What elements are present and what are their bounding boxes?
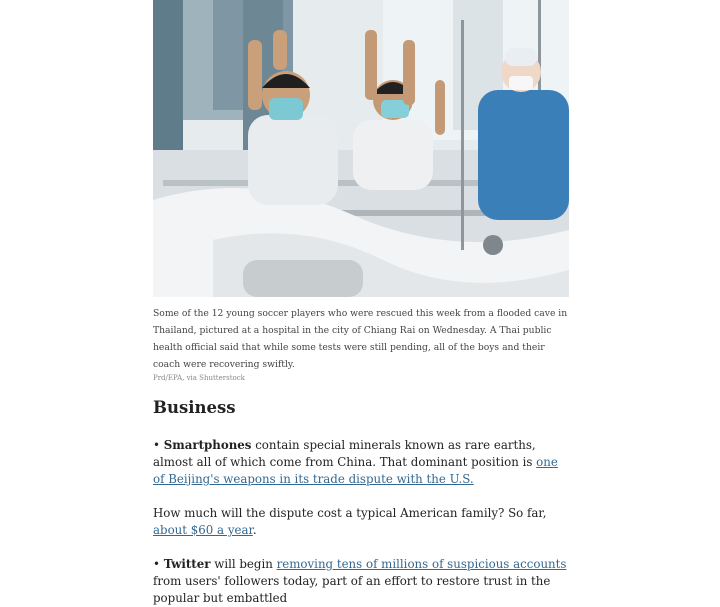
lead-term: Smartphones xyxy=(163,438,252,452)
paragraph-smartphones xyxy=(153,437,569,488)
paragraph-end: from users' followers today, part of an effort to restore trust in the popular but embattled xyxy=(153,574,551,605)
article-photo xyxy=(153,0,569,297)
paragraph-dispute-cost xyxy=(153,505,569,539)
photo-caption: Some of the 12 young soccer players who were rescued this week from a flooded cave in Thailand, pictured at a hospital in the city of Chiang Rai on Wednesday. A Thai public health official said that while some tests were still pending, all of the boys and their coach were recovering swiftly. xyxy=(153,308,568,370)
paragraph-text: will begin xyxy=(210,557,277,571)
section-heading: Business xyxy=(153,398,236,417)
link-beijing-weapons[interactable]: one of Beijing's weapons in its trade dispute with the U.S. xyxy=(153,455,558,486)
photo-credit: Prd/EPA, via Shutterstock xyxy=(153,374,245,382)
paragraph-text: contain special minerals known as rare earths, almost all of which come from China. That dominant position is xyxy=(153,438,537,469)
photo-illustration xyxy=(153,0,569,297)
bullet: • xyxy=(153,557,164,571)
bullet: • xyxy=(153,438,164,452)
paragraph-text: How much will the dispute cost a typical American family? So far, xyxy=(153,506,547,520)
article-column xyxy=(153,0,569,607)
paragraph-twitter xyxy=(153,556,569,607)
link-about-60-a-year[interactable]: about $60 a year xyxy=(153,523,253,537)
link-removing-accounts[interactable]: removing tens of millions of suspicious accounts xyxy=(276,557,567,571)
paragraph-end: . xyxy=(252,523,257,537)
lead-term: Twitter xyxy=(163,557,211,571)
